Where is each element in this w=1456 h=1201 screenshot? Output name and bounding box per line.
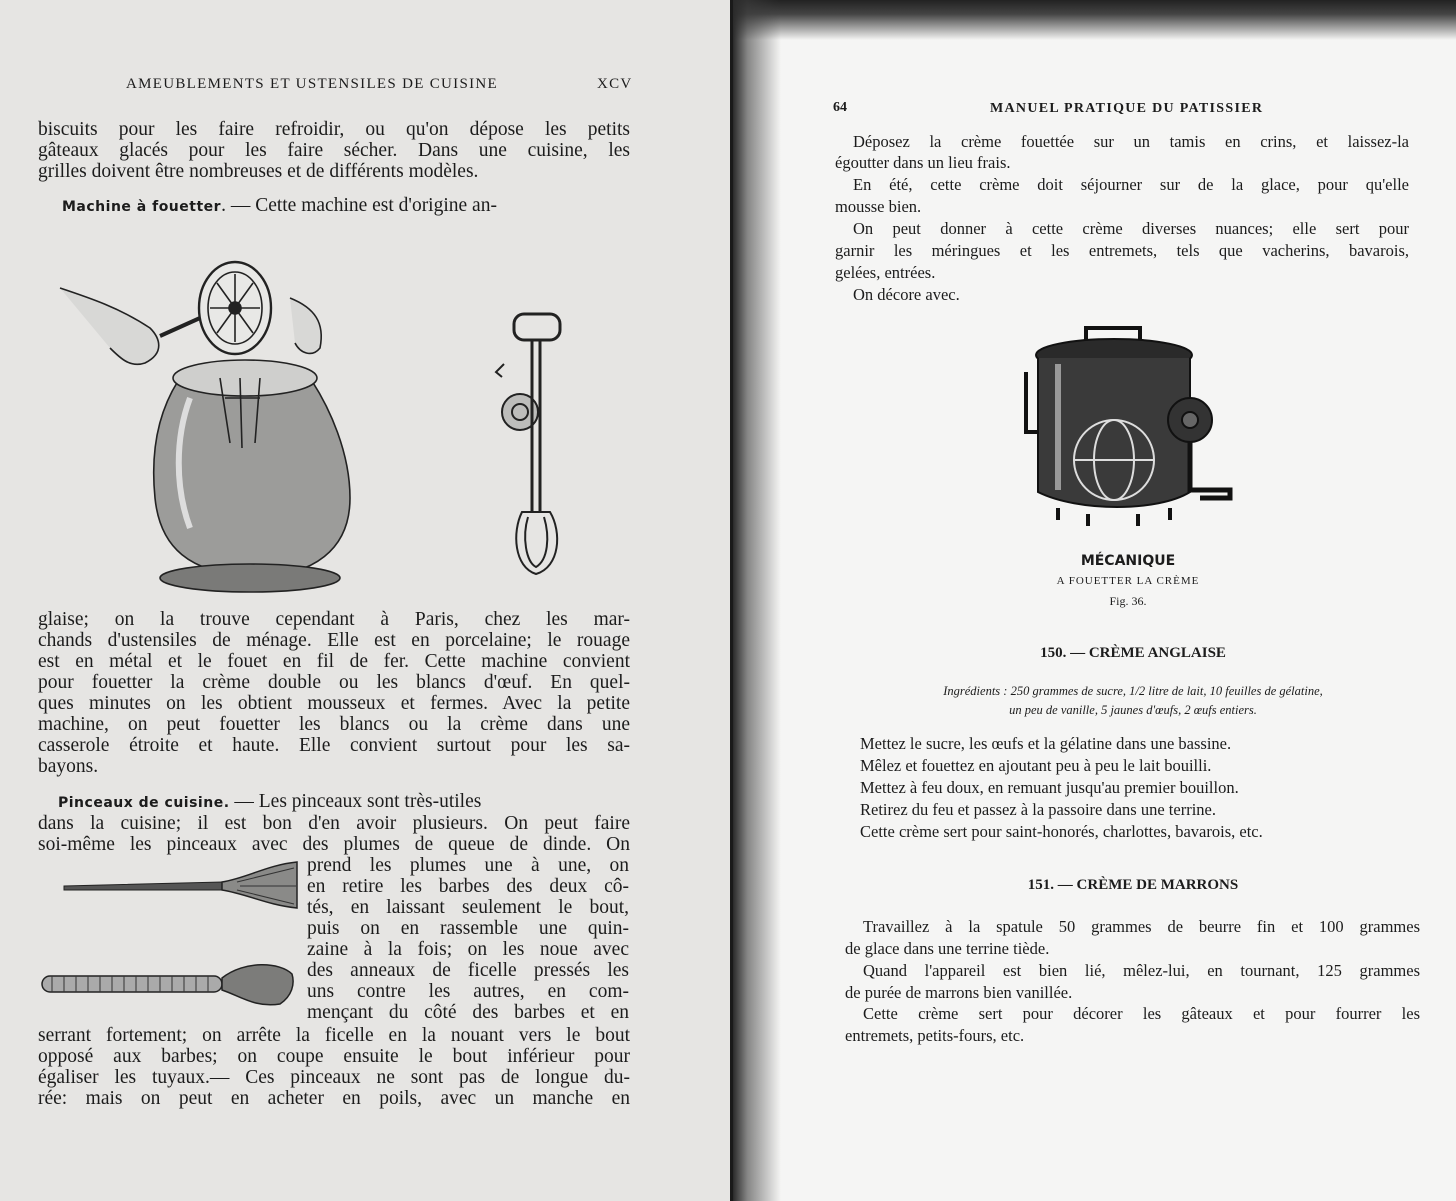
text-line: bayons. [38,756,99,777]
text-line: prend les plumes une à une, on [307,855,629,876]
text-line: de glace dans une terrine tiède. [845,939,1050,958]
cream-whipper-illustration [1018,320,1238,540]
text-line: dans la cuisine; il est bon d'en avoir plusieurs. On peut faire [38,813,630,834]
text-line: uns contre les autres, en com- [307,981,629,1002]
whisk-machine-illustration [50,228,380,598]
recipe-151-heading: 151. — CRÈME DE MARRONS [1027,877,1239,893]
recipe-150-heading: 150. — CRÈME ANGLAISE [1040,645,1226,661]
text-line: gâteaux glacés pour les faire sécher. Dans une cuisine, les [38,140,630,161]
text-line: biscuits pour les faire refroidir, ou qu'on dépose les petits [38,119,630,140]
text-line: On peut donner à cette crème diverses nuances; elle sert pour [853,219,1409,238]
text-line: Déposez la crème fouettée sur un tamis en crins, et laissez-la [853,132,1409,151]
text-line: tés, en laissant seulement le bout, [307,897,629,918]
text-line: casserole étroite et haute. Elle convient surtout pour les sa- [38,735,630,756]
text-line: Mettez à feu doux, en remuant jusqu'au premier bouillon. [860,778,1239,797]
text-line: machine, on peut fouetter les blancs ou la crème dans une [38,714,630,735]
text-line: Cette crème sert pour décorer les gâteaux et pour fourrer les [863,1004,1420,1023]
text-line: opposé aux barbes; on coupe ensuite le bout inférieur pour [38,1046,630,1067]
recipe-150-ingredients: un peu de vanille, 5 jaunes d'œufs, 2 œufs entiers. [1009,703,1257,717]
text-line: égaliser les tuyaux.— Ces pinceaux ne sont pas de longue du- [38,1067,630,1088]
text-line: On décore avec. [853,285,960,304]
text-line: en retire les barbes des deux cô- [307,876,629,897]
text-line: est en métal et le fouet en fil de fer. Cette machine convient [38,651,630,672]
text-line: Retirez du feu et passez à la passoire dans une terrine. [860,800,1216,819]
figure-caption-subtitle: A FOUETTER LA CRÈME [1056,575,1200,587]
text-line: égoutter dans un lieu frais. [835,153,1011,172]
text-line: garnir les méringues et les entremets, tels que vacherins, bavarois, [835,241,1409,260]
pinceaux-intro: — Les pinceaux sont très-utiles [229,791,482,812]
text-line: grilles doivent être nombreuses et de différents modèles. [38,161,479,182]
text-line: Cette crème sert pour saint-honorés, charlottes, bavarois, etc. [860,822,1263,841]
figure-label: Fig. 36. [1109,594,1147,608]
left-running-head: AMEUBLEMENTS ET USTENSILES DE CUISINE [126,76,498,92]
text-line: mençant du côté des barbes et en [307,1002,629,1023]
machine-paragraph-head [62,195,497,217]
pinceaux-paragraph-head [58,791,481,813]
machine-intro: . — Cette machine est d'origine an- [221,195,497,216]
text-line: mousse bien. [835,197,922,216]
text-line: rée: mais on peut en acheter en poils, avec un manche en [38,1088,630,1109]
text-line: ques minutes on les obtient mousseux et fermes. Avec la petite [38,693,630,714]
right-running-head: MANUEL PRATIQUE DU PATISSIER [990,101,1264,116]
text-line: des anneaux de ficelle pressés les [307,960,629,981]
text-line: soi-même les pinceaux avec des plumes de queue de dinde. On [38,834,630,855]
right-page-number: 64 [833,100,847,115]
text-line: En été, cette crème doit séjourner sur de la glace, pour qu'elle [853,175,1409,194]
text-line: Quand l'appareil est bien lié, mêlez-lui, en tournant, 125 grammes [863,961,1420,980]
ringed-brush-illustration [40,960,295,1008]
text-line: puis on en rassemble une quin- [307,918,629,939]
pinceaux-heading: Pinceaux de cuisine. [58,795,230,811]
recipe-150-ingredients: Ingrédients : 250 grammes de sucre, 1/2 litre de lait, 10 feuilles de gélatine, [943,684,1323,698]
hand-eggbeater-illustration [492,312,582,582]
text-line: gelées, entrées. [835,263,936,282]
text-line: serrant fortement; on arrête la ficelle en la nouant vers le bout [38,1025,630,1046]
text-line: pour fouetter la crème double ou les blancs d'œuf. En quel- [38,672,630,693]
machine-heading: Machine à fouetter [62,199,222,215]
text-line: de purée de marrons bien vanillée. [845,983,1073,1002]
figure-caption-title: MÉCANIQUE [1080,553,1176,569]
text-line: glaise; on la trouve cependant à Paris, chez les mar- [38,609,630,630]
left-page-number: XCV [597,76,633,92]
right-page [733,0,1456,1201]
feather-brush-illustration [62,860,302,910]
text-line: entremets, petits-fours, etc. [845,1026,1025,1045]
text-line: chands d'ustensiles de ménage. Elle est en porcelaine; le rouage [38,630,630,651]
text-line: zaine à la fois; on les noue avec [307,939,629,960]
text-line: Travaillez à la spatule 50 grammes de beurre fin et 100 grammes [863,917,1420,936]
text-line: Mêlez et fouettez en ajoutant peu à peu le lait bouilli. [860,756,1212,775]
text-line: Mettez le sucre, les œufs et la gélatine dans une bassine. [860,734,1232,753]
